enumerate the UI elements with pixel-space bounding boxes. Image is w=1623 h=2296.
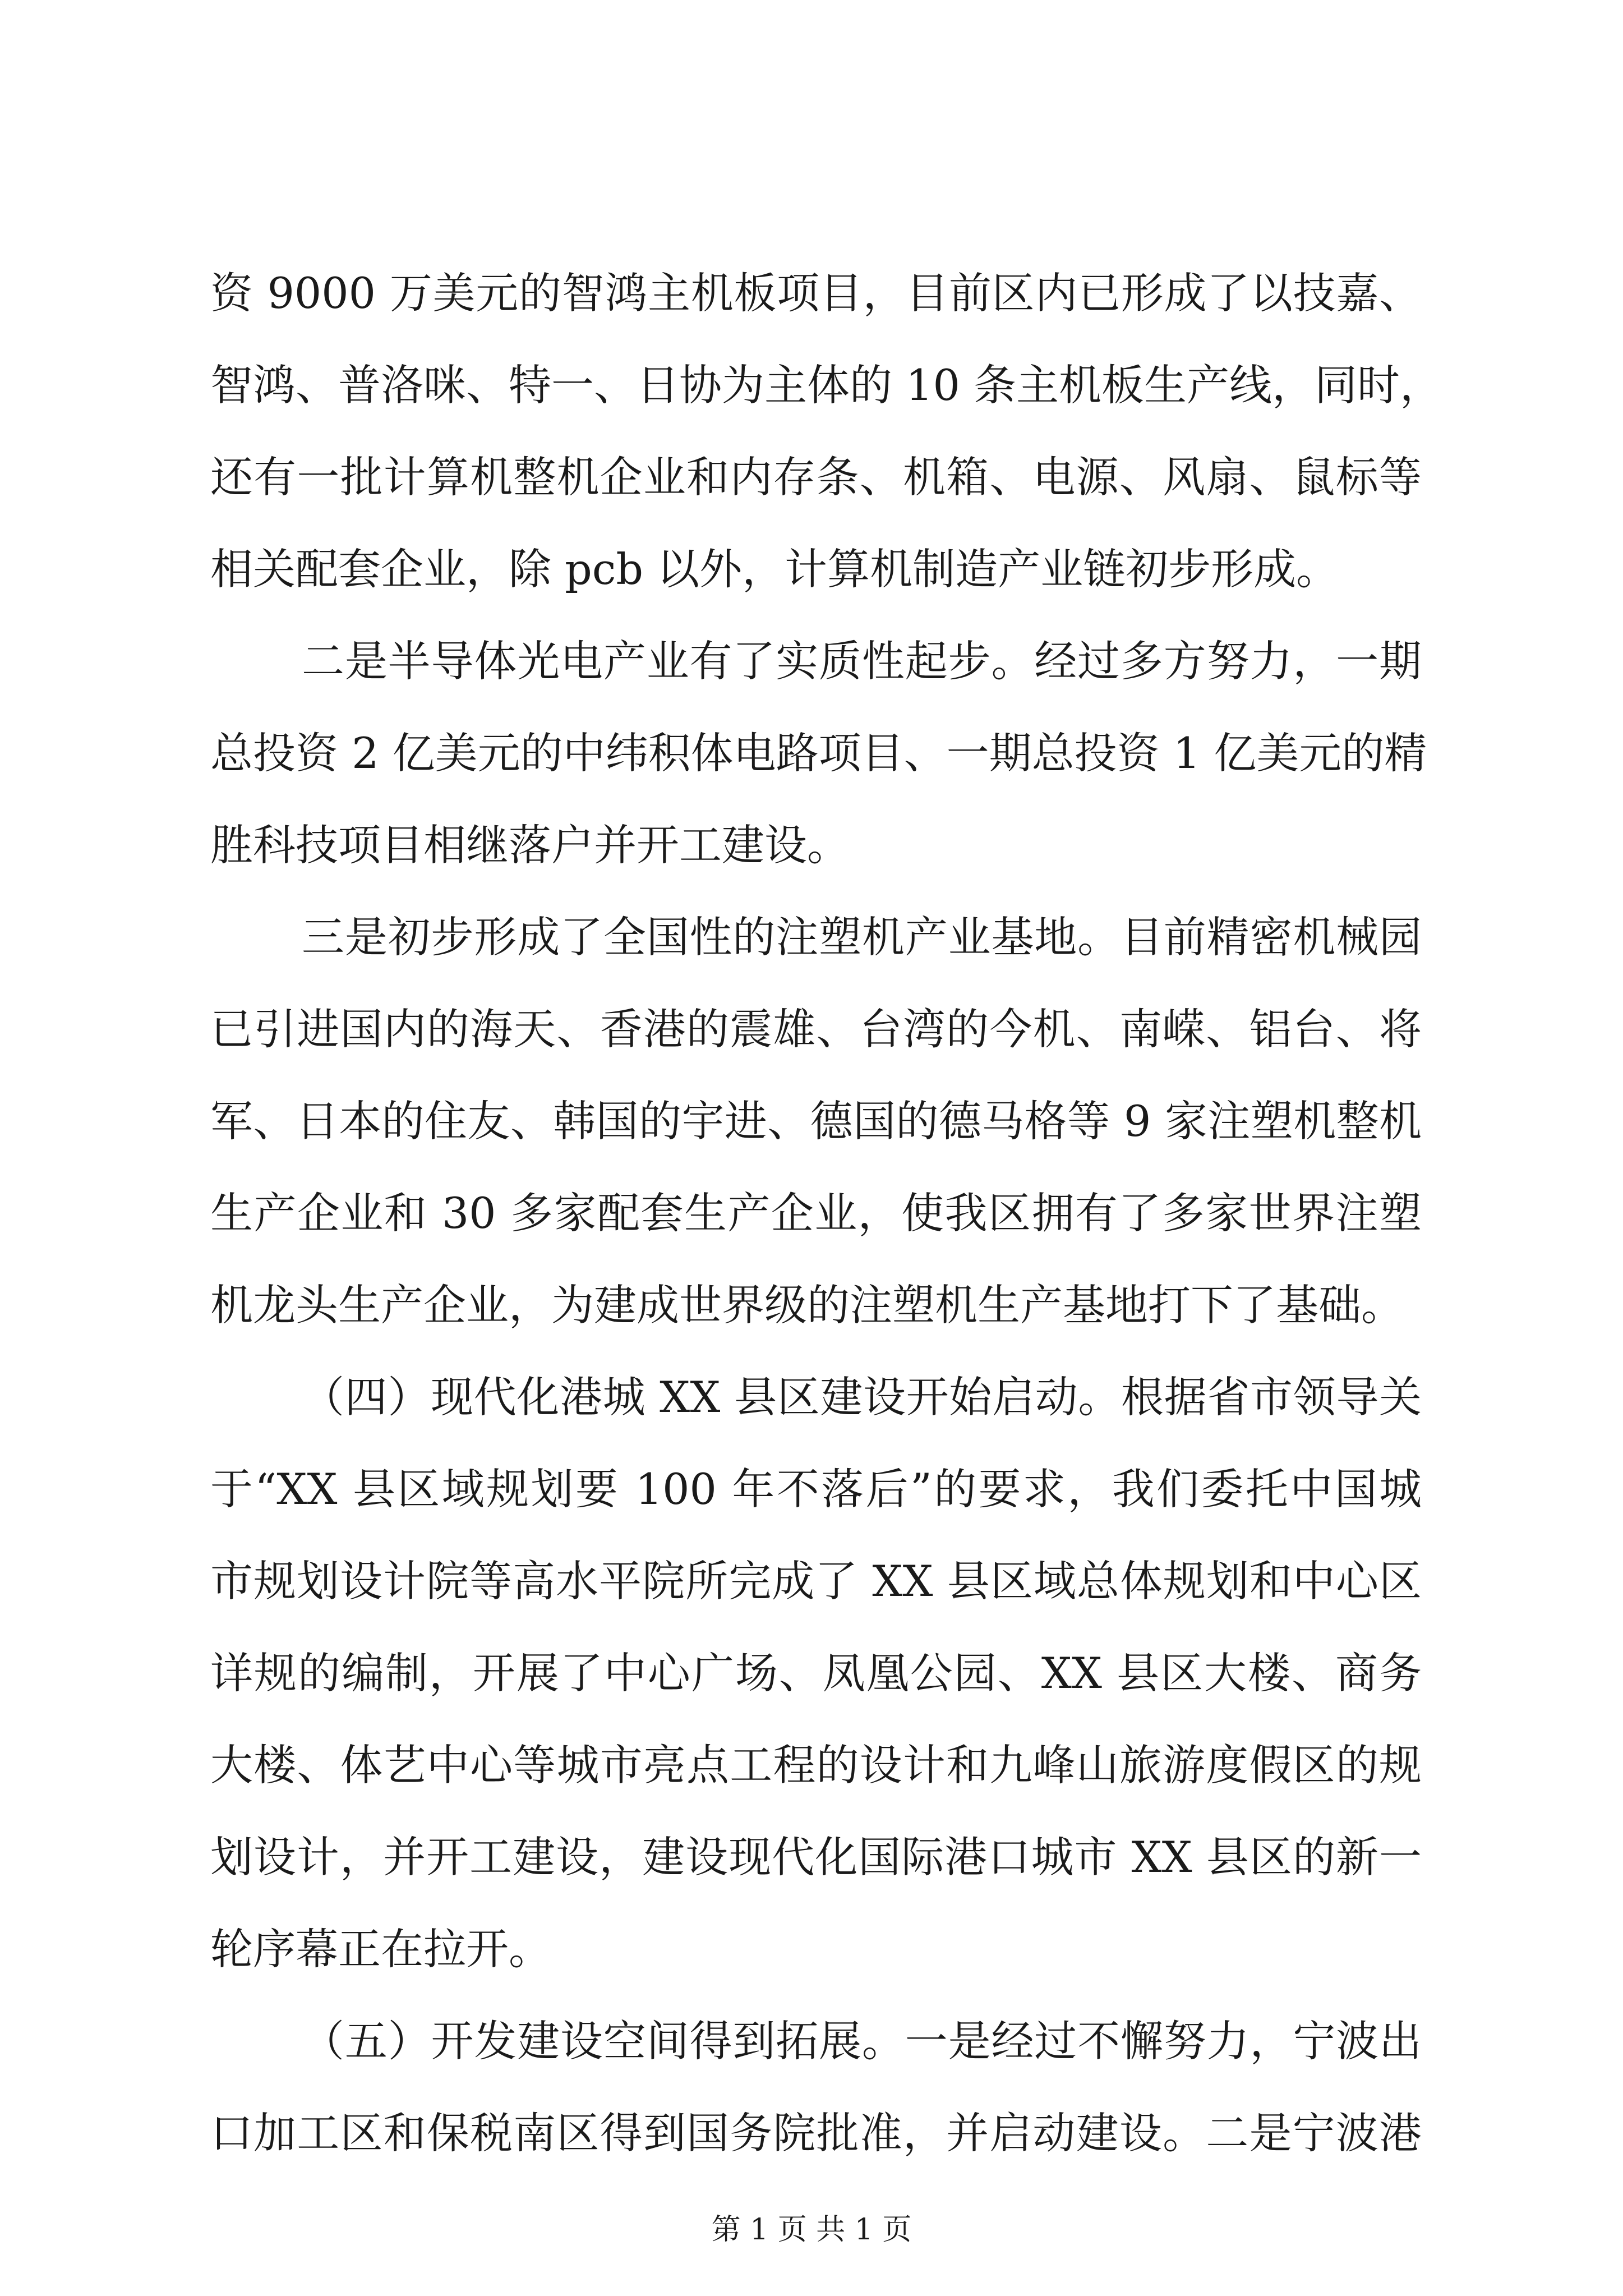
page-number: 第 1 页 共 1 页 — [711, 2213, 912, 2247]
text-line: 市规划设计院等高水平院所完成了 XX 县区域总体规划和中心区 — [210, 1556, 1422, 1606]
text-line: 轮序幕正在拉开。 — [210, 1924, 551, 1974]
paragraph-first-line: 三是初步形成了全国性的注塑机产业基地。目前精密机械园 — [302, 912, 1422, 962]
text-line: 生产企业和 30 多家配套生产企业，使我区拥有了多家世界注塑 — [210, 1188, 1422, 1238]
text-line: 详规的编制，开展了中心广场、凤凰公园、XX 县区大楼、商务 — [210, 1648, 1422, 1698]
paragraph-first-line: （五）开发建设空间得到拓展。一是经过不懈努力，宁波出 — [302, 2016, 1422, 2066]
text-line: 机龙头生产企业，为建成世界级的注塑机生产基地打下了基础。 — [210, 1280, 1404, 1330]
paragraph-first-line: （四）现代化港城 XX 县区建设开始启动。根据省市领导关 — [302, 1372, 1422, 1422]
text-line: 相关配套企业，除 pcb 以外，计算机制造产业链初步形成。 — [210, 544, 1339, 594]
text-line: 已引进国内的海天、香港的震雄、台湾的今机、南嵘、铝台、将 — [210, 1004, 1422, 1054]
text-line: 口加工区和保税南区得到国务院批准，并启动建设。二是宁波港 — [210, 2108, 1422, 2158]
text-line: 胜科技项目相继落户并开工建设。 — [210, 820, 850, 870]
text-line: 于“XX 县区域规划要 100 年不落后”的要求，我们委托中国城 — [210, 1464, 1422, 1514]
text-line: 还有一批计算机整机企业和内存条、机箱、电源、风扇、鼠标等 — [210, 452, 1422, 502]
text-line: 资 9000 万美元的智鸿主机板项目，目前区内已形成了以技嘉、 — [210, 268, 1422, 318]
text-line: 军、日本的住友、韩国的宇进、德国的德马格等 9 家注塑机整机 — [210, 1096, 1422, 1146]
paragraph-first-line: 二是半导体光电产业有了实质性起步。经过多方努力，一期 — [302, 636, 1422, 686]
text-line: 智鸿、普洛咪、特一、日协为主体的 10 条主机板生产线，同时， — [210, 360, 1443, 410]
text-line: 大楼、体艺中心等城市亮点工程的设计和九峰山旅游度假区的规 — [210, 1740, 1422, 1790]
text-line: 总投资 2 亿美元的中纬积体电路项目、一期总投资 1 亿美元的精 — [210, 728, 1427, 778]
text-line: 划设计，并开工建设，建设现代化国际港口城市 XX 县区的新一 — [210, 1832, 1422, 1882]
